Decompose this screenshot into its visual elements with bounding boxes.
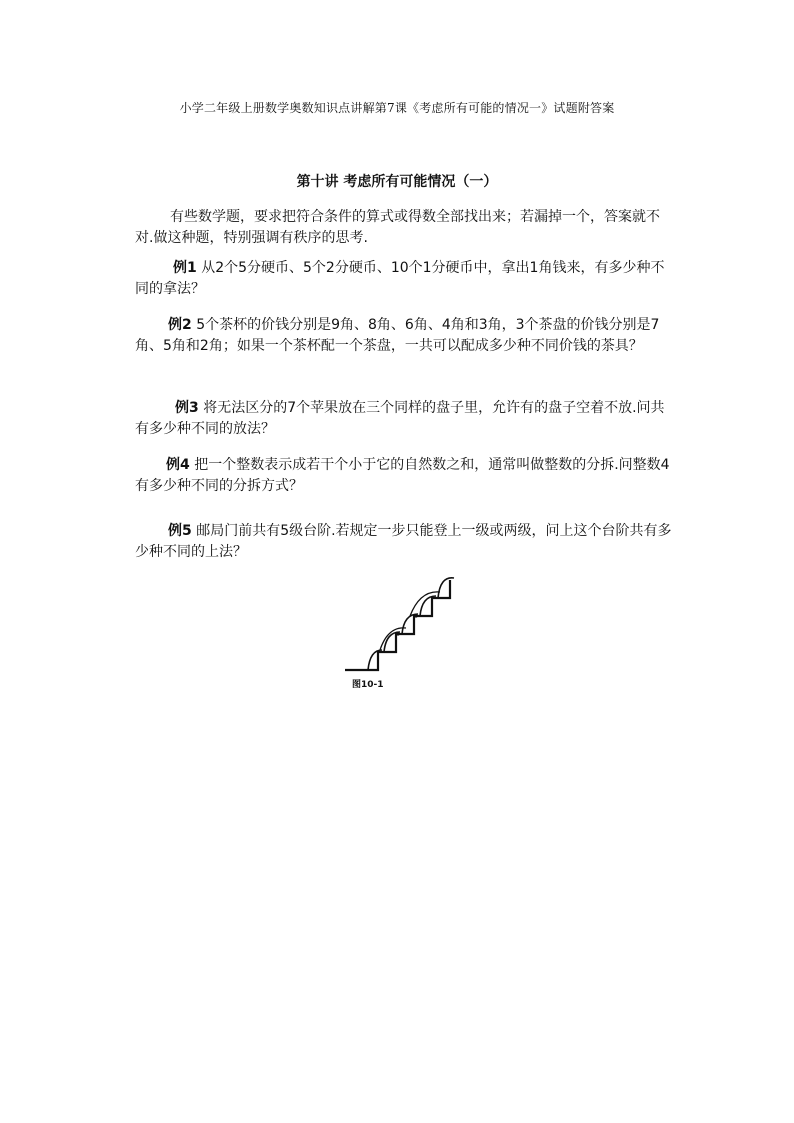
example-5-text: 邮局门前共有5级台阶.若规定一步只能登上一级或两级，问上这个台阶共有多少种不同的上法？ (135, 523, 672, 560)
example-4-text: 把一个整数表示成若干个小于它的自然数之和，通常叫做整数的分拆.问整数4有多少种不同的分拆方式？ (135, 457, 670, 494)
example-1-label: 例1 (173, 260, 197, 276)
jump-arc-5 (438, 578, 454, 598)
intro-text: 有些数学题，要求把符合条件的算式或得数全部找出来；若漏掉一个，答案就不对.做这种题，特别强调有秩序的思考. (135, 209, 660, 246)
example-4 (135, 455, 675, 497)
document-header: 小学二年级上册数学奥数知识点讲解第7课《考虑所有可能的情况一》试题附答案 (179, 101, 615, 115)
example-3 (135, 398, 675, 440)
example-1-text: 从2个5分硬币、5个2分硬币、10个1分硬币中，拿出1角钱来，有多少种不同的拿法？ (135, 260, 665, 297)
example-2 (135, 315, 675, 357)
example-5 (135, 521, 675, 563)
example-4-label: 例4 (166, 457, 190, 473)
lecture-title: 第十讲 考虑所有可能情况（一） (296, 174, 498, 190)
intro-paragraph (135, 207, 675, 249)
example-5-label: 例5 (168, 523, 192, 539)
step-dot-1 (396, 632, 399, 635)
example-1 (135, 258, 675, 300)
example-2-label: 例2 (168, 317, 192, 333)
staircase-outline (345, 580, 450, 670)
example-3-text: 将无法区分的7个苹果放在三个同样的盘子里，允许有的盘子空着不放.问共有多少种不同的放法？ (135, 400, 665, 437)
example-2-text: 5个茶杯的价钱分别是9角、8角、6角、4角和3角，3个茶盘的价钱分别是7角、5角和2角；如果一个茶杯配一个茶盘，一共可以配成多少种不同价钱的茶具？ (135, 317, 660, 354)
example-3-label: 例3 (175, 400, 199, 416)
figure-caption: 图10-1 (352, 680, 384, 690)
step-dot-2 (414, 614, 417, 617)
